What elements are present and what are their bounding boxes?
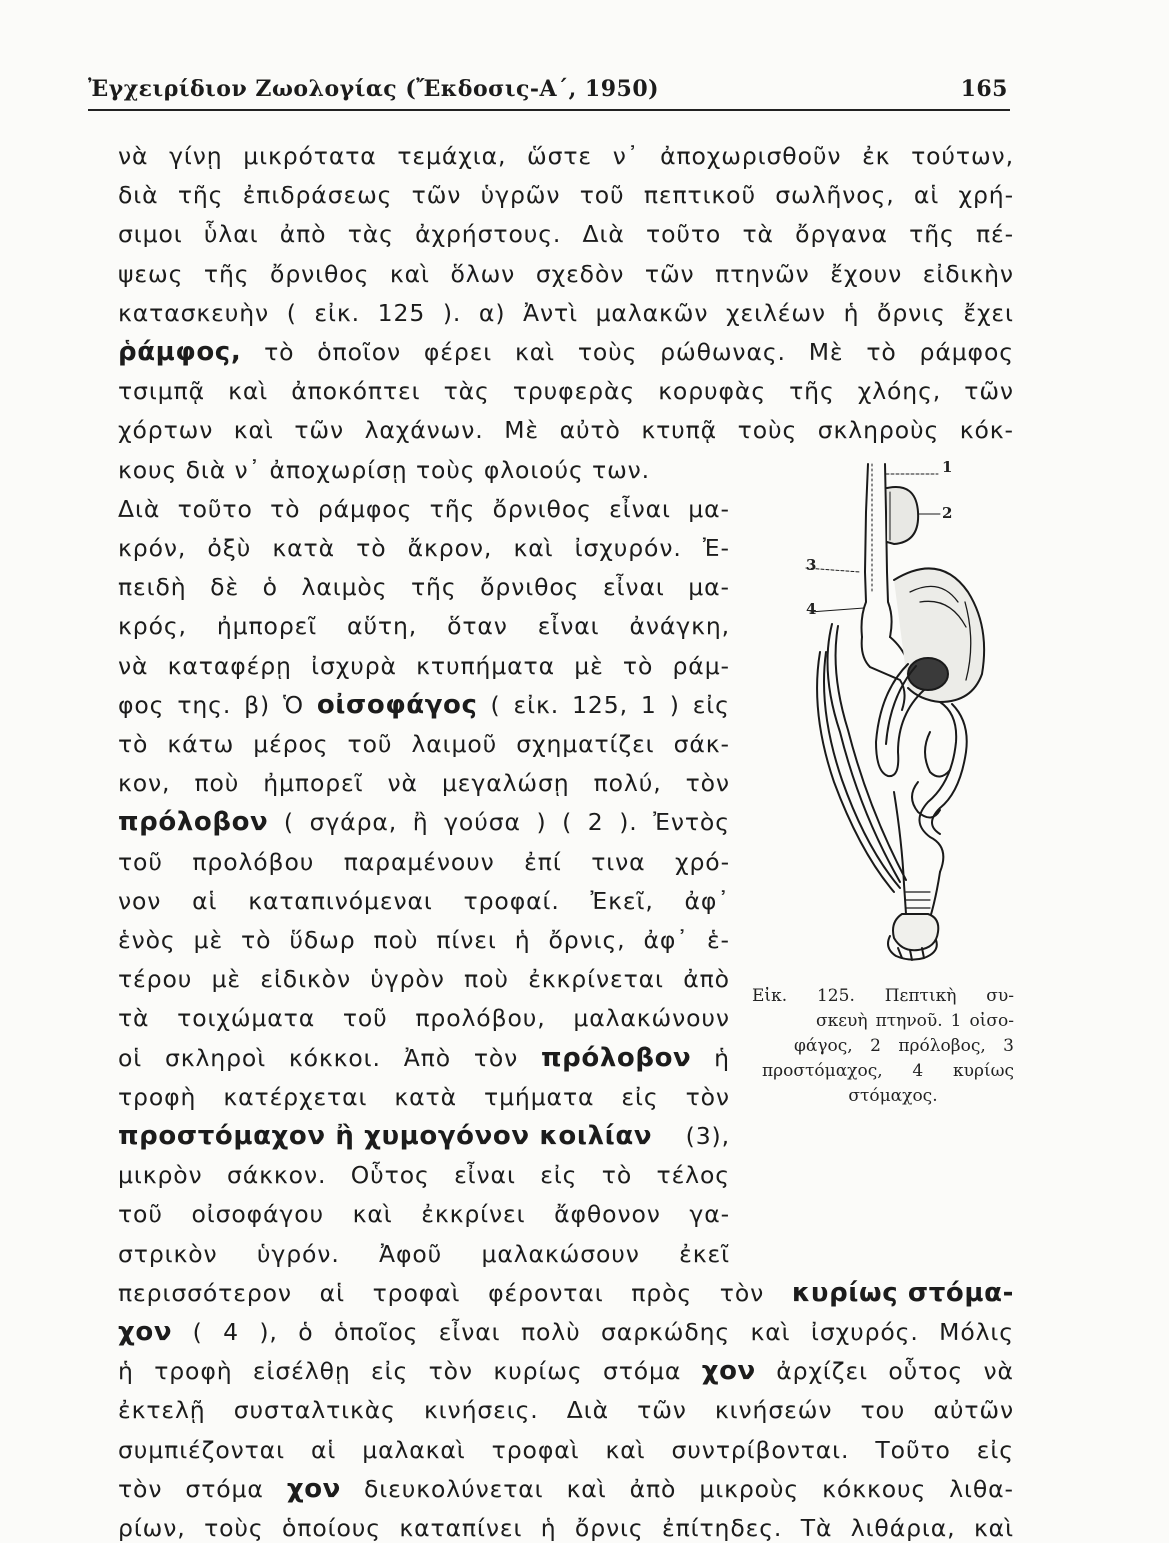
text-line: τροφὴ κατέρχεται κατὰ τμήματα εἰς τὸν xyxy=(118,1083,730,1111)
text-line: κατασκευὴν ( εἰκ. 125 ). α) Ἀντὶ μαλακῶν χειλέων ἡ ὄρνις ἔχει xyxy=(118,299,1014,327)
text-line: ἡ τροφὴ εἰσέλθῃ εἰς τὸν κυρίως στόμα χον ἀρχίζει οὗτος νὰ xyxy=(118,1356,1014,1386)
text-line: τοῦ προλόβου παραμένουν ἐπί τινα χρό- xyxy=(118,848,730,876)
text-line: τὸν στόμα χον διευκολύνεται καὶ ἀπὸ μικροὺς κόκκους λιθα- xyxy=(118,1474,1014,1504)
figure-label-1: 1 xyxy=(942,458,953,476)
figure-caption xyxy=(752,984,1014,1109)
text-line: ρίων, τοὺς ὁποίους καταπίνει ἡ ὄρνις ἐπίτηδες. Τὰ λιθάρια, καὶ xyxy=(118,1514,1014,1542)
text-line: πρόλοβον ( σγάρα, ἢ γούσα ) ( 2 ). Ἐντὸς xyxy=(118,807,730,837)
text-line: οἱ σκληροὶ κόκκοι. Ἀπὸ τὸν πρόλοβον ἡ xyxy=(118,1043,730,1073)
caption-line: Εἰκ. 125. Πεπτικὴ συ- xyxy=(752,986,1014,1006)
text-line: ψεως τῆς ὄρνιθος καὶ ὅλων σχεδὸν τῶν πτηνῶν ἔχουν εἰδικὴν xyxy=(118,260,1014,288)
text-line: κους διὰ ν᾽ ἀποχωρίσῃ τοὺς φλοιούς των. xyxy=(118,456,651,484)
caption-line: στόμαχος. xyxy=(848,1086,938,1106)
text-line: χόρτων καὶ τῶν λαχάνων. Μὲ αὐτὸ κτυπᾷ τοὺς σκληροὺς κόκ- xyxy=(118,416,1014,444)
text-line: φος της. β) Ὁ οἰσοφάγος ( εἰκ. 125, 1 ) εἰς xyxy=(118,690,730,720)
text-line: πειδὴ δὲ ὁ λαιμὸς τῆς ὄρνιθος εἶναι μα- xyxy=(118,573,730,601)
text-line: τοῦ οἰσοφάγου καὶ ἐκκρίνει ἄφθονον γα- xyxy=(118,1200,730,1228)
text-line: κον, ποὺ ἠμπορεῖ νὰ μεγαλώσῃ πολύ, τὸν xyxy=(118,769,730,797)
text-line: στρικὸν ὑγρόν. Ἀφοῦ μαλακώσουν ἐκεῖ xyxy=(118,1240,730,1268)
text-line: διὰ τῆς ἐπιδράσεως τῶν ὑγρῶν τοῦ πεπτικοῦ σωλῆνος, αἱ χρή- xyxy=(118,181,1014,209)
caption-line: φάγος, 2 πρόλοβος, 3 xyxy=(794,1036,1014,1056)
text-line: τὰ τοιχώματα τοῦ προλόβου, μαλακώνουν xyxy=(118,1004,730,1032)
text-line: χον ( 4 ), ὁ ὁποῖος εἶναι πολὺ σαρκώδης καὶ ἰσχυρός. Μόλις xyxy=(118,1317,1014,1347)
figure-label-2: 2 xyxy=(942,504,953,522)
text-line: ῥάμφος, τὸ ὁποῖον φέρει καὶ τοὺς ρώθωνας. Μὲ τὸ ράμφος xyxy=(118,337,1014,367)
text-line: νὰ γίνῃ μικρότατα τεμάχια, ὥστε ν᾽ ἀποχωρισθοῦν ἐκ τούτων, xyxy=(118,142,1014,170)
figure-label-3: 3 xyxy=(806,556,817,574)
text-line: μικρὸν σάκκον. Οὗτος εἶναι εἰς τὸ τέλος xyxy=(118,1161,730,1189)
page-number: 165 xyxy=(960,76,1008,102)
figure-label-4: 4 xyxy=(806,600,817,618)
text-line: συμπιέζονται αἱ μαλακαὶ τροφαὶ καὶ συντρίβονται. Τοῦτο εἰς xyxy=(118,1436,1014,1464)
text-line: νὰ καταφέρῃ ἰσχυρὰ κτυπήματα μὲ τὸ ράμ- xyxy=(118,652,730,680)
text-line: τέρου μὲ εἰδικὸν ὑγρὸν ποὺ ἐκκρίνεται ἀπὸ xyxy=(118,965,730,993)
text-line: Διὰ τοῦτο τὸ ράμφος τῆς ὄρνιθος εἶναι μα- xyxy=(118,495,730,523)
text-line: σιμοι ὗλαι ἀπὸ τὰς ἀχρήστους. Διὰ τοῦτο τὰ ὄργανα τῆς πέ- xyxy=(118,220,1014,248)
text-line: περισσότερον αἱ τροφαὶ φέρονται πρὸς τὸν κυρίως στόμα- xyxy=(118,1278,1014,1308)
running-header xyxy=(88,72,1008,106)
text-line: προστόμαχον ἢ χυμογόνον κοιλίαν (3), xyxy=(118,1121,730,1151)
text-line: τσιμπᾷ καὶ ἀποκόπτει τὰς τρυφερὰς κορυφὰς τῆς χλόης, τῶν xyxy=(118,377,1014,405)
header-title: Ἐγχειρίδιον Ζωολογίας (Ἔκδοσις-Α΄, 1950) xyxy=(88,76,660,102)
caption-line: σκευὴ πτηνοῦ. 1 οἰσο- xyxy=(816,1011,1014,1031)
text-line: κρός, ἠμπορεῖ αὕτη, ὅταν εἶναι ἀνάγκη, xyxy=(118,612,730,640)
caption-line: προστόμαχος, 4 κυρίως xyxy=(762,1061,1014,1081)
text-line: τὸ κάτω μέρος τοῦ λαιμοῦ σχηματίζει σάκ- xyxy=(118,730,730,758)
digestive-system-illustration xyxy=(790,452,1020,982)
figure-125 xyxy=(790,452,1020,982)
text-line: ἐκτελῇ συσταλτικὰς κινήσεις. Διὰ τῶν κινήσεών του αὐτῶν xyxy=(118,1396,1014,1424)
text-line: κρόν, ὀξὺ κατὰ τὸ ἄκρον, καὶ ἰσχυρόν. Ἐ- xyxy=(118,534,730,562)
text-line: νον αἱ καταπινόμεναι τροφαί. Ἐκεῖ, ἀφ᾽ xyxy=(118,887,730,915)
header-rule xyxy=(88,109,1010,111)
text-line: ἑνὸς μὲ τὸ ὕδωρ ποὺ πίνει ἡ ὄρνις, ἀφ᾽ ἑ- xyxy=(118,926,730,954)
